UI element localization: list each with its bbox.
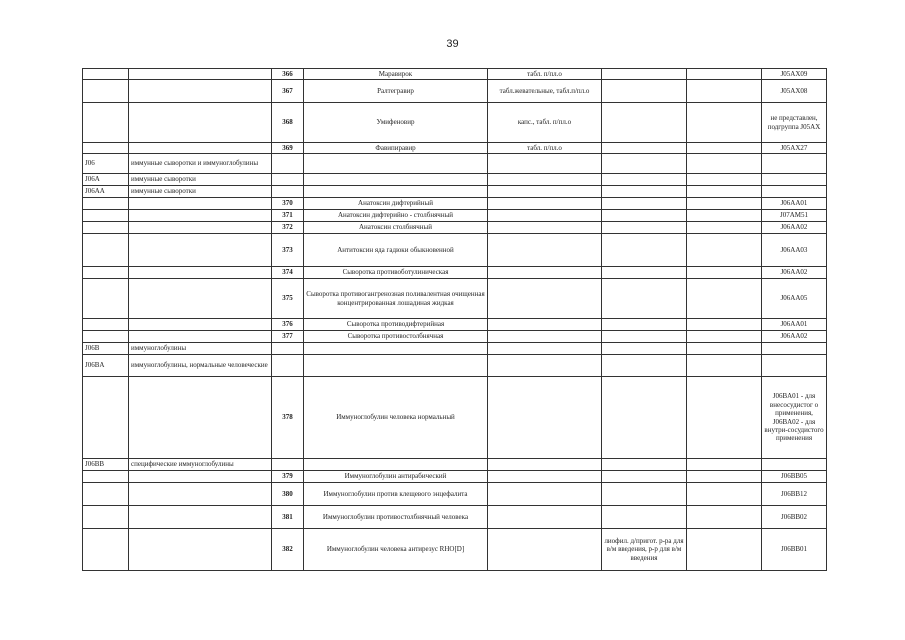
dosage-form [488, 331, 602, 343]
atc-code [762, 459, 827, 471]
dosage-form [488, 377, 602, 459]
group-name: иммуноглобулины [129, 343, 272, 355]
group-name [129, 377, 272, 459]
empty-cell [687, 343, 762, 355]
row-number: 367 [272, 80, 304, 103]
group-name [129, 506, 272, 529]
extra-note [602, 319, 687, 331]
row-number: 368 [272, 103, 304, 143]
table-row [83, 234, 827, 267]
atc-code: J05AX09 [762, 69, 827, 80]
table-row [83, 143, 827, 154]
atc-group-code [83, 222, 129, 234]
atc-group-code [83, 198, 129, 210]
extra-note [602, 234, 687, 267]
dosage-form [488, 234, 602, 267]
dosage-form [488, 343, 602, 355]
group-name [129, 69, 272, 80]
extra-note [602, 471, 687, 483]
drug-name: Анатоксин столбнячный [304, 222, 488, 234]
group-name: специфические иммуноглобулины [129, 459, 272, 471]
atc-group-code [83, 80, 129, 103]
group-name [129, 143, 272, 154]
extra-note [602, 279, 687, 319]
group-name [129, 483, 272, 506]
empty-cell [687, 210, 762, 222]
table-row [83, 279, 827, 319]
extra-note [602, 198, 687, 210]
empty-cell [687, 331, 762, 343]
drug-name [304, 154, 488, 174]
atc-code: J06AA01 [762, 198, 827, 210]
atc-group-code: J06BA [83, 355, 129, 377]
atc-code [762, 355, 827, 377]
table-body [83, 69, 827, 571]
table-row [83, 186, 827, 198]
atc-group-code [83, 471, 129, 483]
dosage-form [488, 174, 602, 186]
empty-cell [687, 103, 762, 143]
empty-cell [687, 234, 762, 267]
row-number: 376 [272, 319, 304, 331]
row-number: 369 [272, 143, 304, 154]
dosage-form: капс., табл. п/пл.о [488, 103, 602, 143]
row-number [272, 154, 304, 174]
row-number: 377 [272, 331, 304, 343]
atc-group-code [83, 143, 129, 154]
empty-cell [687, 355, 762, 377]
group-name [129, 80, 272, 103]
dosage-form [488, 355, 602, 377]
empty-cell [687, 198, 762, 210]
dosage-form [488, 529, 602, 571]
atc-code: J06AA05 [762, 279, 827, 319]
table-row [83, 459, 827, 471]
extra-note [602, 222, 687, 234]
row-number: 371 [272, 210, 304, 222]
dosage-form [488, 483, 602, 506]
group-name [129, 222, 272, 234]
atc-group-code [83, 279, 129, 319]
row-number [272, 343, 304, 355]
row-number [272, 186, 304, 198]
atc-group-code: J06 [83, 154, 129, 174]
dosage-form [488, 319, 602, 331]
extra-note [602, 459, 687, 471]
page-number: 39 [446, 38, 459, 50]
empty-cell [687, 154, 762, 174]
empty-cell [687, 459, 762, 471]
atc-code: J06AA02 [762, 267, 827, 279]
atc-group-code: J06AA [83, 186, 129, 198]
atc-group-code [83, 377, 129, 459]
dosage-form [488, 198, 602, 210]
dosage-form [488, 267, 602, 279]
table-row [83, 174, 827, 186]
extra-note [602, 210, 687, 222]
drug-name: Сыворотка противоботулиническая [304, 267, 488, 279]
empty-cell [687, 69, 762, 80]
extra-note [602, 267, 687, 279]
group-name: иммуноглобулины, нормальные человеческие [129, 355, 272, 377]
table-row [83, 343, 827, 355]
drug-name: Иммуноглобулин антирабический [304, 471, 488, 483]
atc-code: J06BA01 - для внесосудистог о применения, J06BA02 - для внутри-сосудистого применения [762, 377, 827, 459]
atc-group-code [83, 331, 129, 343]
drug-name: Фавипиравир [304, 143, 488, 154]
atc-group-code [83, 69, 129, 80]
extra-note [602, 355, 687, 377]
row-number: 379 [272, 471, 304, 483]
row-number: 374 [272, 267, 304, 279]
drug-name: Умифеновир [304, 103, 488, 143]
table-row [83, 483, 827, 506]
empty-cell [687, 143, 762, 154]
dosage-form: табл. п/пл.о [488, 69, 602, 80]
atc-group-code [83, 506, 129, 529]
group-name [129, 331, 272, 343]
drug-name [304, 355, 488, 377]
atc-code: J07AM51 [762, 210, 827, 222]
atc-group-code: J06A [83, 174, 129, 186]
extra-note [602, 506, 687, 529]
table-row [83, 154, 827, 174]
atc-code: J06BB12 [762, 483, 827, 506]
drug-name: Иммуноглобулин противостолбнячный человека [304, 506, 488, 529]
empty-cell [687, 319, 762, 331]
atc-code: J06AA03 [762, 234, 827, 267]
row-number [272, 174, 304, 186]
empty-cell [687, 222, 762, 234]
extra-note [602, 103, 687, 143]
drug-name: Анатоксин дифтерийный [304, 198, 488, 210]
group-name [129, 279, 272, 319]
atc-code [762, 154, 827, 174]
drug-name: Ралтегравир [304, 80, 488, 103]
empty-cell [687, 174, 762, 186]
group-name: иммунные сыворотки и иммуноглобулины [129, 154, 272, 174]
extra-note [602, 186, 687, 198]
dosage-form [488, 471, 602, 483]
dosage-form [488, 279, 602, 319]
atc-code [762, 186, 827, 198]
dosage-form [488, 154, 602, 174]
row-number: 373 [272, 234, 304, 267]
drug-name: Иммуноглобулин против клещевого энцефалита [304, 483, 488, 506]
table-row [83, 355, 827, 377]
drug-name: Сыворотка противогангренозная поливалентная очищенная концентрированная лошадиная жидкая [304, 279, 488, 319]
extra-note [602, 80, 687, 103]
dosage-form [488, 210, 602, 222]
atc-code: J06BB01 [762, 529, 827, 571]
drug-name [304, 343, 488, 355]
row-number: 380 [272, 483, 304, 506]
atc-group-code [83, 103, 129, 143]
empty-cell [687, 267, 762, 279]
dosage-form [488, 459, 602, 471]
empty-cell [687, 279, 762, 319]
extra-note [602, 143, 687, 154]
row-number: 378 [272, 377, 304, 459]
atc-code: J06AA02 [762, 331, 827, 343]
group-name: иммунные сыворотки [129, 174, 272, 186]
table-row [83, 69, 827, 80]
table-row [83, 267, 827, 279]
atc-group-code [83, 319, 129, 331]
atc-code: J06AA01 [762, 319, 827, 331]
group-name [129, 471, 272, 483]
group-name [129, 319, 272, 331]
empty-cell [687, 80, 762, 103]
row-number [272, 355, 304, 377]
drug-name: Антитоксин яда гадюки обыкновенной [304, 234, 488, 267]
atc-group-code: J06B [83, 343, 129, 355]
drug-name: Маравирок [304, 69, 488, 80]
extra-note: лиофил. д/пригот. р-ра для в/м введения, р-р для в/м введения [602, 529, 687, 571]
dosage-form: табл.жевательные, табл.п/пл.о [488, 80, 602, 103]
table-row [83, 529, 827, 571]
atc-group-code: J06BB [83, 459, 129, 471]
empty-cell [687, 506, 762, 529]
group-name: иммунные сыворотки [129, 186, 272, 198]
atc-group-code [83, 210, 129, 222]
table-row [83, 377, 827, 459]
drug-name [304, 186, 488, 198]
atc-group-code [83, 483, 129, 506]
extra-note [602, 377, 687, 459]
extra-note [602, 343, 687, 355]
table-row [83, 103, 827, 143]
atc-group-code [83, 267, 129, 279]
table-row [83, 80, 827, 103]
drug-name: Анатоксин дифтерийно - столбнячный [304, 210, 488, 222]
row-number: 366 [272, 69, 304, 80]
group-name [129, 234, 272, 267]
table-row [83, 222, 827, 234]
dosage-form: табл. п/пл.о [488, 143, 602, 154]
table-row [83, 331, 827, 343]
extra-note [602, 154, 687, 174]
atc-code [762, 174, 827, 186]
row-number: 381 [272, 506, 304, 529]
drug-table [82, 68, 827, 571]
dosage-form [488, 222, 602, 234]
group-name [129, 267, 272, 279]
atc-code: J06BB05 [762, 471, 827, 483]
table-row [83, 198, 827, 210]
drug-name: Иммуноглобулин человека нормальный [304, 377, 488, 459]
atc-code: J06BB02 [762, 506, 827, 529]
extra-note [602, 331, 687, 343]
table-row [83, 210, 827, 222]
atc-code: J05AX08 [762, 80, 827, 103]
atc-code: J06AA02 [762, 222, 827, 234]
atc-group-code [83, 529, 129, 571]
table-row [83, 471, 827, 483]
atc-code: J05AX27 [762, 143, 827, 154]
drug-name: Иммуноглобулин человека антирезус RHO[D] [304, 529, 488, 571]
drug-name [304, 459, 488, 471]
row-number [272, 459, 304, 471]
atc-code: не представлен, подгруппа J05AX [762, 103, 827, 143]
dosage-form [488, 186, 602, 198]
table-row [83, 319, 827, 331]
table-row [83, 506, 827, 529]
empty-cell [687, 471, 762, 483]
empty-cell [687, 377, 762, 459]
atc-code [762, 343, 827, 355]
extra-note [602, 174, 687, 186]
dosage-form [488, 506, 602, 529]
row-number: 375 [272, 279, 304, 319]
drug-name [304, 174, 488, 186]
empty-cell [687, 483, 762, 506]
drug-name: Сыворотка противодифтерийная [304, 319, 488, 331]
drug-name: Сыворотка противостолбнячная [304, 331, 488, 343]
group-name [129, 210, 272, 222]
row-number: 372 [272, 222, 304, 234]
empty-cell [687, 186, 762, 198]
empty-cell [687, 529, 762, 571]
row-number: 382 [272, 529, 304, 571]
extra-note [602, 483, 687, 506]
extra-note [602, 69, 687, 80]
group-name [129, 198, 272, 210]
group-name [129, 103, 272, 143]
atc-group-code [83, 234, 129, 267]
row-number: 370 [272, 198, 304, 210]
group-name [129, 529, 272, 571]
